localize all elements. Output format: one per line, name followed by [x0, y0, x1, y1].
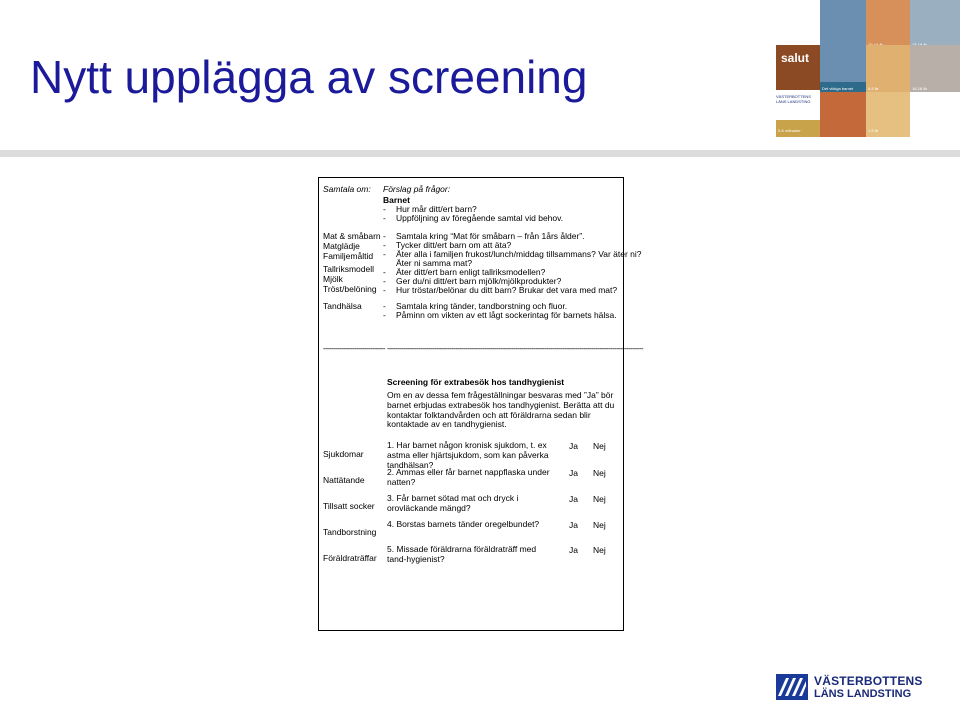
answer-no[interactable]: Nej — [593, 468, 606, 478]
topic-label: Tröst/belöning — [323, 284, 377, 294]
list-item: - Påminn om vikten av ett lågt sockerintag för barnets hälsa. — [383, 310, 617, 320]
question-row — [387, 467, 565, 487]
topic-label: Tallriksmodell — [323, 264, 375, 274]
forslag-label: Förslag på frågor: — [383, 184, 451, 194]
answer-yes[interactable]: Ja — [569, 494, 578, 504]
question-text: 3. Får barnet sötad mat och dryck i orovläckande mängd? — [387, 493, 519, 513]
screening-heading: Screening för extrabesök hos tandhygienist — [387, 377, 565, 387]
salut-org-2: LÄNS LANDSTING — [776, 99, 811, 104]
list-item: - Hur mår ditt/ert barn? — [383, 204, 477, 214]
question-row — [387, 545, 565, 565]
question-text: 4. Borstas barnets tänder oregelbundet? — [387, 519, 540, 529]
page-title: Nytt upplägga av screening — [30, 51, 588, 103]
vll-logo — [776, 672, 926, 702]
list-item: - Äter alla i familjen frukost/lunch/middag tillsammans? Var äter ni? — [383, 249, 642, 259]
salut-photo — [866, 45, 910, 92]
question-row — [387, 520, 565, 530]
question-row — [387, 440, 565, 470]
salut-age-label: 16-18 år — [912, 86, 927, 91]
screening-label: Tillsatt socker — [323, 501, 375, 511]
samtala-om-label: Samtala om: — [323, 184, 371, 194]
divider-dashes-left: ------------------------------ — [323, 344, 385, 353]
salut-photo — [910, 0, 960, 45]
barnet-heading: Barnet — [383, 195, 410, 205]
topic-label: Tandhälsa — [323, 301, 362, 311]
answer-no[interactable]: Nej — [593, 441, 606, 451]
list-item: - Samtala kring tänder, tandborstning och fluor. — [383, 301, 568, 311]
list-item: - Ger du/ni ditt/ert barn mjölk/mjölkprodukter? — [383, 276, 562, 286]
salut-photo — [820, 0, 866, 82]
answer-no[interactable]: Nej — [593, 494, 606, 504]
screening-intro: Om en av dessa fem frågeställningar besvaras med ”Ja” bör barnet erbjudas extrabesök hos tandhygienist. Berätta att du kontaktar folktandvården och att föräldrarna sedan blir kontaktade av en tandhygienist. — [387, 390, 615, 430]
screening-label: Sjukdomar — [323, 449, 364, 459]
salut-age-label: 6-9 år — [868, 86, 879, 91]
topic-label: Matglädje — [323, 241, 360, 251]
topic-label: Familjemåltid — [323, 251, 374, 261]
salut-brand: salut — [781, 51, 810, 65]
list-item: - Hur tröstar/belönar du ditt barn? Brukar det vara med mat? — [383, 285, 618, 295]
salut-photo — [866, 0, 910, 45]
question-text: 2. Ammas eller får barnet nappflaska under natten? — [387, 467, 550, 487]
screening-label: Föräldraträffar — [323, 553, 377, 563]
list-item: - Uppföljning av föregående samtal vid behov. — [383, 213, 564, 223]
topic-label: Mjölk — [323, 274, 343, 284]
salut-org-1: VÄSTERBOTTENS — [776, 94, 811, 99]
salut-tagline: Det viktiga barnet — [822, 86, 854, 91]
vll-logo-line2: LÄNS LANDSTING — [814, 688, 912, 700]
header-divider — [0, 150, 960, 157]
list-item: Äter ni samma mat? — [396, 258, 473, 268]
screening-form — [318, 177, 643, 631]
topic-label: Mat & småbarn — [323, 231, 381, 241]
answer-yes[interactable]: Ja — [569, 468, 578, 478]
screening-label: Tandborstning — [323, 527, 377, 537]
divider-dashes-right: ---------------------------------------------------------------------------------------------------------------------------- — [387, 344, 643, 353]
list-item: - Samtala kring “Mat för småbarn – från 1års ålder”. — [383, 231, 585, 241]
answer-no[interactable]: Nej — [593, 545, 606, 555]
answer-yes[interactable]: Ja — [569, 441, 578, 451]
answer-yes[interactable]: Ja — [569, 545, 578, 555]
salut-age-label: 0-6 månader — [778, 128, 801, 133]
vll-logo-icon — [776, 674, 808, 700]
list-item: - Tycker ditt/ert barn om att äta? — [383, 240, 512, 250]
list-item: - Äter ditt/ert barn enligt tallriksmodellen? — [383, 267, 546, 277]
salut-collage — [776, 0, 960, 137]
question-row — [387, 494, 565, 514]
salut-age-label: 1-5 år — [868, 128, 879, 133]
vll-logo-line1: VÄSTERBOTTENS — [814, 674, 923, 688]
screening-label: Nattätande — [323, 475, 365, 485]
salut-photo — [820, 92, 866, 137]
salut-photo — [910, 45, 960, 92]
question-text: 1. Har barnet någon kronisk sjukdom, t. ex astma eller hjärtsjukdom, som kan påverka tandhälsan? — [387, 440, 549, 470]
answer-no[interactable]: Nej — [593, 520, 606, 530]
question-text: 5. Missade föräldrarna föräldraträff med tand-hygienist? — [387, 544, 537, 564]
answer-yes[interactable]: Ja — [569, 520, 578, 530]
